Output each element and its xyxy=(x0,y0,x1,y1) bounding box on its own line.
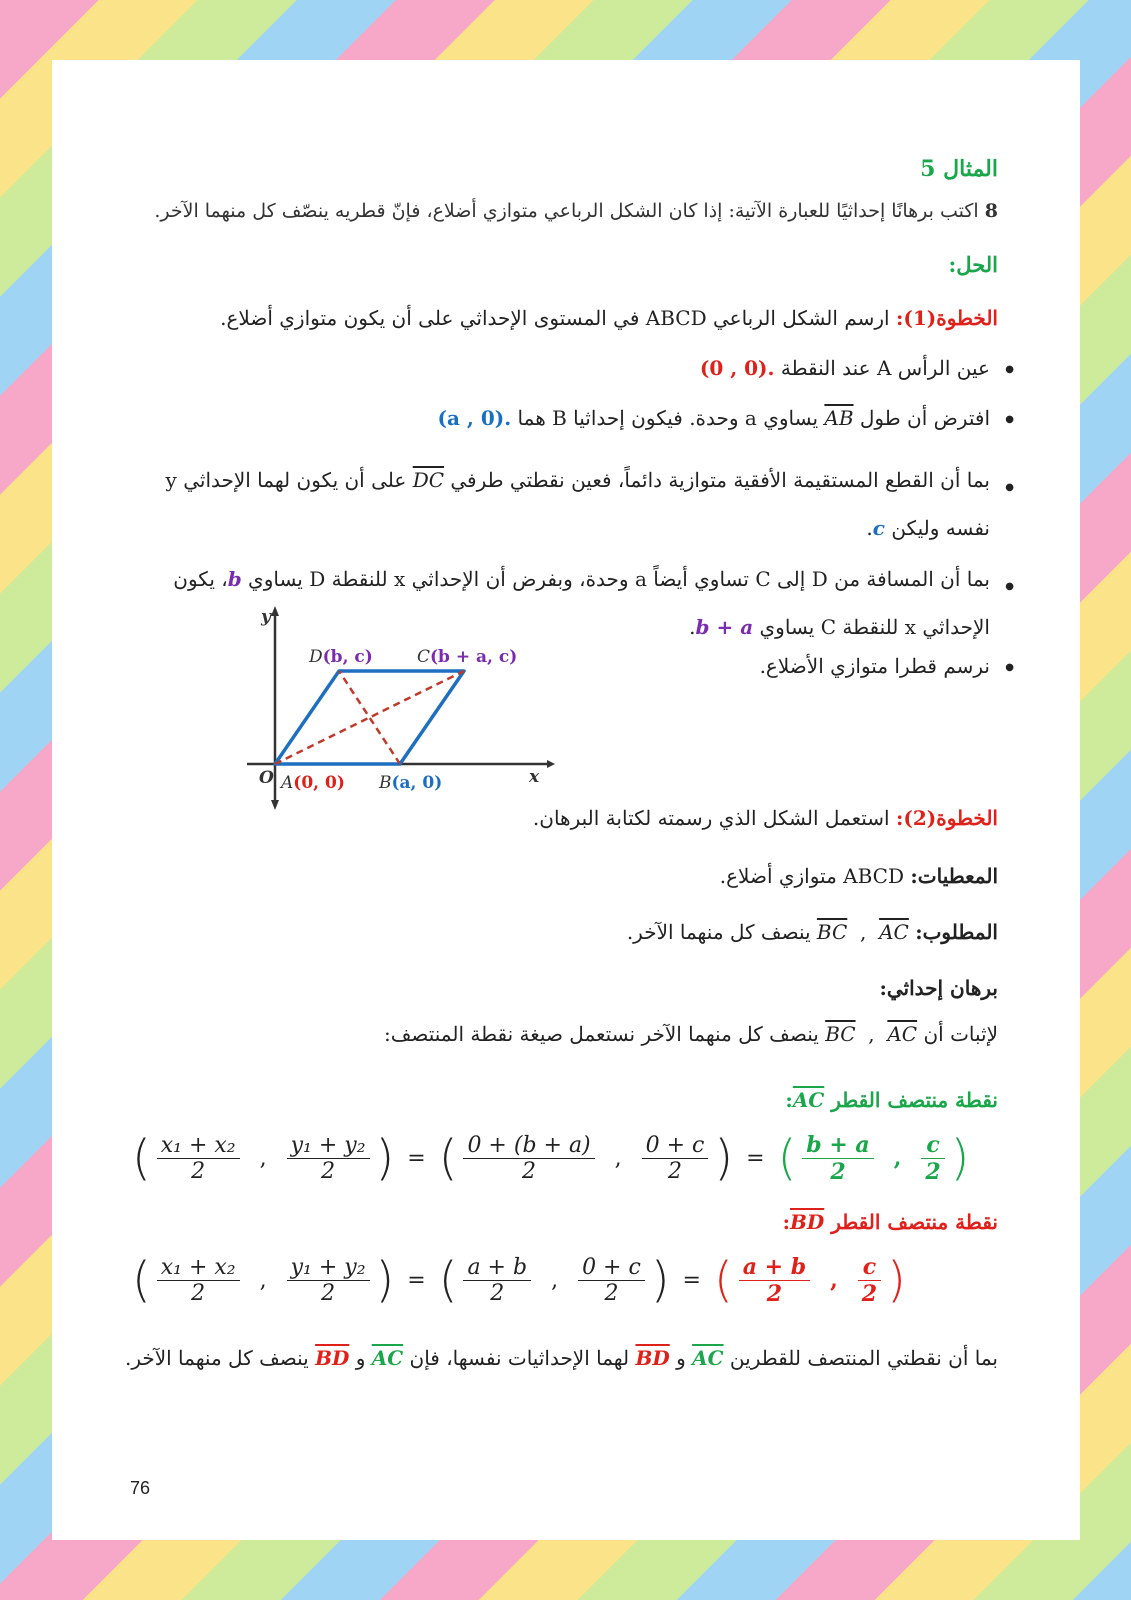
y-axis-arrow-up xyxy=(271,606,279,616)
bd-gen-yden: 2 xyxy=(321,1280,336,1306)
given-text: ABCD متوازي أضلاع. xyxy=(719,864,905,888)
y-axis-arrow-down xyxy=(271,800,279,810)
required-text: ينصف كل منهما الآخر. xyxy=(626,920,811,944)
x-axis-label: x xyxy=(529,767,540,787)
step2-text: استعمل الشكل الذي رسمته لكتابة البرهان. xyxy=(532,806,890,830)
midpoint-ac-equation: ( $\frac{\text{x₁ + x₂}}{2}$ , $\frac{\text{y₁ + y₂}}{2}$ ) = ( $\frac{0 + (b + a)}{2}$ , $\frac{0 + c}{2}$ ) = ( $\frac{b + a}{2}$ , $\frac{c}{2}$ ) xyxy=(132,1130,970,1186)
bullet-2-text-b: يساوي a وحدة. فيكون إحداثيا B هما xyxy=(517,406,819,430)
point-c-label: C(b + a, c) xyxy=(417,647,518,667)
midpoint-ac-heading: نقطة منتصف القطر AC: xyxy=(785,1088,998,1112)
conclusion-c: ينصف كل منهما الآخر. xyxy=(124,1346,309,1370)
bullet-1 xyxy=(700,356,990,380)
proof-intro: لإثبات أن BC , AC ينصف كل منهما الآخر نستعمل صيغة نقطة المنتصف: xyxy=(383,1022,998,1046)
example-title: المثال 5 xyxy=(920,156,998,182)
ac-gen-xden: 2 xyxy=(191,1158,206,1184)
proof-seg-ac: AC xyxy=(887,1022,918,1046)
given-label: المعطيات: xyxy=(910,864,998,888)
bd-res-yden: 2 xyxy=(861,1280,878,1307)
segment-ab: AB xyxy=(824,406,854,430)
ac-res-xden: 2 xyxy=(830,1158,846,1185)
parallelogram-figure xyxy=(237,600,557,820)
bd-sub-xnum: a + b xyxy=(463,1255,531,1281)
ac-gen-ynum: y₁ + y₂ xyxy=(287,1133,370,1159)
bd-gen-ynum: y₁ + y₂ xyxy=(287,1255,370,1281)
midpoint-bd-seg: BD xyxy=(790,1210,825,1234)
bullet-4-text-b: ، يكون xyxy=(173,567,228,591)
conclusion-seg-ac-2: AC xyxy=(371,1346,404,1370)
bullet-2 xyxy=(438,406,990,430)
y-axis-label: y xyxy=(261,607,271,627)
step2 xyxy=(533,806,998,830)
bd-res-ynum: c xyxy=(858,1254,881,1281)
step1-text: ارسم الشكل الرباعي ABCD في المستوى الإحداثي على أن يكون متوازي أضلاع. xyxy=(220,306,890,330)
proof-intro-text: ينصف كل منهما الآخر نستعمل صيغة نقطة المنتصف: xyxy=(383,1022,819,1046)
bd-gen-xden: 2 xyxy=(191,1280,206,1306)
bullet-5-text: نرسم قطرا متوازي الأضلاع. xyxy=(759,654,990,678)
bullet-3-text-b: على أن يكون لهما الإحداثي y نفسه xyxy=(165,468,990,540)
bullet-4-text-c: الإحداثي x للنقطة C يساوي xyxy=(759,615,990,639)
step2-label: الخطوة(2): xyxy=(895,806,998,830)
question-number: 8 xyxy=(984,200,998,222)
origin-label: O xyxy=(259,768,274,788)
ac-res-ynum: c xyxy=(921,1132,944,1159)
bd-res-xden: 2 xyxy=(766,1280,783,1307)
conclusion-and-1: و xyxy=(676,1346,686,1370)
given xyxy=(720,864,998,888)
conclusion-seg-bd-1: BD xyxy=(635,1346,670,1370)
segment-dc: DC xyxy=(412,468,445,492)
conclusion-a: بما أن نقطتي المنتصف للقطرين xyxy=(729,1346,998,1370)
conclusion xyxy=(125,1346,998,1370)
ac-sub-xden: 2 xyxy=(522,1158,537,1184)
ac-sub-yden: 2 xyxy=(668,1158,683,1184)
bd-gen-xnum: x₁ + x₂ xyxy=(157,1255,240,1281)
bullet-2-coord: (a , 0). xyxy=(437,406,512,430)
expr-b-plus-a: b + a xyxy=(695,615,754,639)
point-a-label: A(0, 0) xyxy=(281,773,345,793)
solution-label: الحل: xyxy=(948,252,998,277)
conclusion-seg-ac-1: AC xyxy=(692,1346,724,1370)
bullet-5 xyxy=(760,654,990,678)
parallelogram-abcd xyxy=(275,671,464,764)
question-text: اكتب برهانًا إحداثيًا للعبارة الآتية: إذا كان الشكل الرباعي متوازي أضلاع، فإنّ قطريه ينصّف كل منهما الآخر. xyxy=(154,200,979,222)
proof-label: برهان إحداثي: xyxy=(879,976,998,1000)
bd-sub-xden: 2 xyxy=(490,1280,505,1306)
bd-sub-ynum: 0 + c xyxy=(578,1255,645,1281)
required-seg-bc: BC xyxy=(816,920,848,944)
conclusion-b: لهما الإحداثيات نفسها، فإن xyxy=(409,1346,630,1370)
bullet-3-end: . xyxy=(866,516,873,540)
diagonal-bd xyxy=(339,671,400,764)
question xyxy=(154,200,998,222)
bullet-2-text-a: افترض أن طول xyxy=(859,406,990,430)
bd-res-xnum: a + b xyxy=(739,1254,810,1281)
bd-sub-yden: 2 xyxy=(604,1280,619,1306)
bullet-1-text: عين الرأس A عند النقطة xyxy=(780,356,990,380)
midpoint-bd-equation: ( $\frac{\text{x₁ + x₂}}{2}$ , $\frac{\text{y₁ + y₂}}{2}$ ) = ( $\frac{a + b}{2}$ , $\frac{0 + c}{2}$ ) = ( $\frac{a + b}{2}$ , $\frac{c}{2}$ ) xyxy=(132,1252,906,1308)
bullet-3 xyxy=(150,456,990,552)
conclusion-and-2: و xyxy=(355,1346,366,1370)
point-d-label: D(b, c) xyxy=(309,647,373,667)
midpoint-ac-seg: AC xyxy=(792,1088,825,1112)
midpoint-ac-label: نقطة منتصف القطر xyxy=(831,1088,998,1112)
page-number: 76 xyxy=(130,1478,151,1498)
midpoint-bd-heading: نقطة منتصف القطر BD: xyxy=(782,1210,998,1234)
ac-gen-yden: 2 xyxy=(321,1158,336,1184)
point-b-label: B(a, 0) xyxy=(379,773,443,793)
required-seg-ac: AC xyxy=(879,920,909,944)
var-b: b xyxy=(227,567,242,591)
ac-gen-xnum: x₁ + x₂ xyxy=(157,1133,240,1159)
required: المطلوب: BC , AC ينصف كل منهما الآخر. xyxy=(626,920,998,944)
proof-intro-prefix: لإثبات أن xyxy=(923,1022,998,1046)
conclusion-seg-bd-2: BD xyxy=(315,1346,350,1370)
var-c: c xyxy=(872,516,885,540)
ac-res-xnum: b + a xyxy=(802,1132,873,1159)
diagonal-ac xyxy=(275,671,464,764)
ac-sub-xnum: 0 + (b + a) xyxy=(463,1133,594,1159)
step1-label: الخطوة(1): xyxy=(895,306,998,330)
bullet-1-coord: (0 , 0). xyxy=(699,356,775,380)
proof-seg-bc: BC xyxy=(825,1022,856,1046)
required-label: المطلوب: xyxy=(915,920,998,944)
x-axis-arrow xyxy=(547,760,555,768)
bullet-4-end: . xyxy=(689,615,696,639)
page xyxy=(52,60,1080,1540)
bullet-4-text-a: بما أن المسافة من D إلى C تساوي أيضاً a وحدة، وبفرض أن الإحداثي x للنقطة D يساوي xyxy=(248,567,990,591)
bullet-3-text-c: وليكن xyxy=(891,516,940,540)
bullet-3-text-a: بما أن القطع المستقيمة الأفقية متوازية دائماً، فعين نقطتي طرفي xyxy=(450,468,990,492)
ac-sub-ynum: 0 + c xyxy=(642,1133,709,1159)
step1 xyxy=(220,306,998,330)
ac-res-yden: 2 xyxy=(925,1158,941,1185)
midpoint-bd-label: نقطة منتصف القطر xyxy=(831,1210,998,1234)
